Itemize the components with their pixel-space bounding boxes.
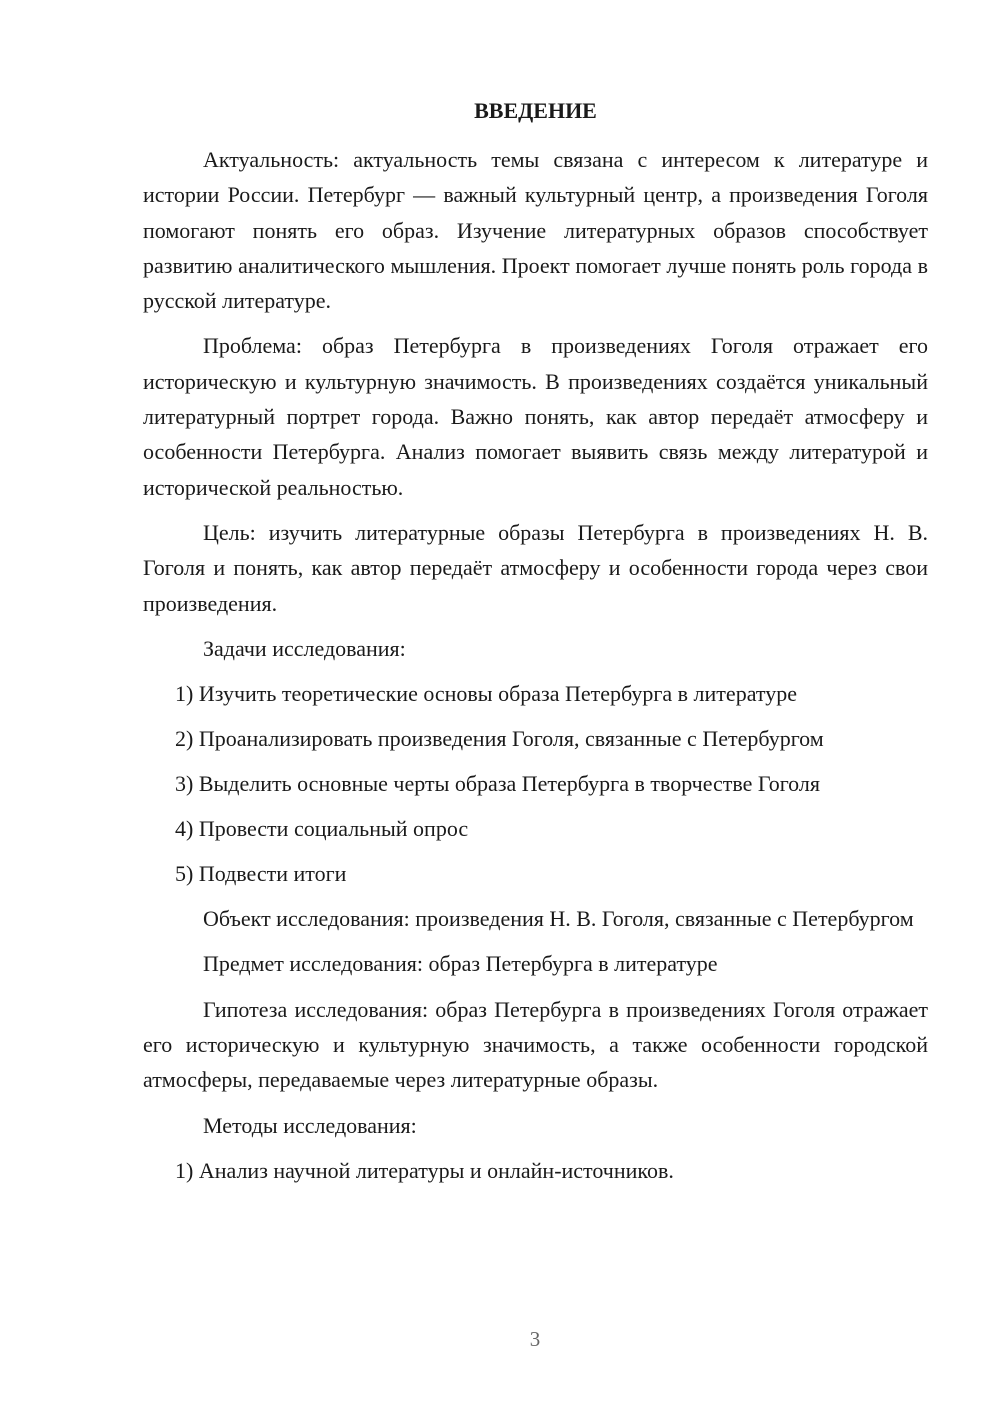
methods-list [143, 1153, 928, 1188]
methods-heading: Методы исследования: [203, 1112, 417, 1138]
list-item: 1) Анализ научной литературы и онлайн-источников. [175, 1157, 674, 1183]
goal-paragraph: Цель: изучить литературные образы Петербурга в произведениях Н. В. Гоголя и понять, как автор передаёт атмосферу и особенности города через свои произведения. [143, 519, 928, 616]
subject-paragraph: Предмет исследования: образ Петербурга в литературе [203, 951, 718, 977]
tasks-list [143, 676, 928, 891]
list-item: 1) Изучить теоретические основы образа Петербурга в литературе [175, 681, 797, 707]
document-page [143, 94, 928, 1198]
list-item: 4) Провести социальный опрос [175, 816, 469, 842]
list-item: 5) Подвести итоги [175, 861, 347, 887]
list-item: 3) Выделить основные черты образа Петербурга в творчестве Гоголя [175, 771, 820, 797]
list-item: 2) Проанализировать произведения Гоголя, связанные с Петербургом [175, 726, 824, 752]
problem-paragraph: Проблема: образ Петербурга в произведениях Гоголя отражает его историческую и культурную значимость. В произведениях создаётся уникальный литературный портрет города. Важно понять, как автор передаёт атмосферу и особенности Петербурга. Анализ помогает выявить связь между литературой и исторической реальностью. [143, 333, 928, 500]
object-paragraph: Объект исследования: произведения Н. В. Гоголя, связанные с Петербургом [203, 906, 914, 932]
relevance-paragraph: Актуальность: актуальность темы связана с интересом к литературе и истории России. Петербург — важный культурный центр, а произведения Гоголя помогают понять его образ. Изучение литературных образов способствует развитию аналитического мышления. Проект помогает лучше понять роль города в русской литературе. [143, 147, 928, 314]
tasks-heading: Задачи исследования: [203, 635, 406, 661]
page-number: 3 [529, 1327, 541, 1351]
hypothesis-paragraph: Гипотеза исследования: образ Петербурга в произведениях Гоголя отражает его историческую и культурную значимость, а также особенности городской атмосферы, передаваемые через литературные образы. [143, 996, 928, 1093]
document-title: ВВЕДЕНИЕ [474, 98, 597, 123]
